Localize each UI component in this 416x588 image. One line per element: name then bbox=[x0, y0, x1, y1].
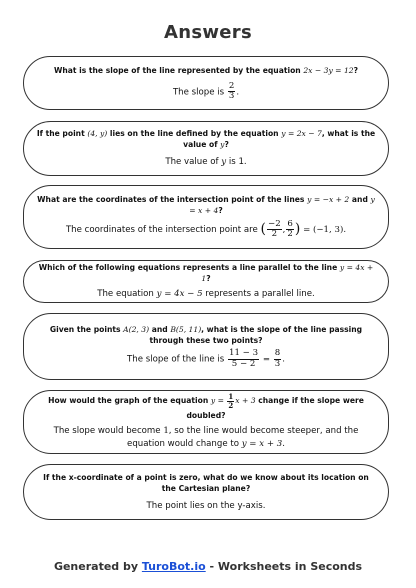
math-expression: A(2, 3) bbox=[123, 325, 150, 335]
math-expression: 1 bbox=[163, 425, 169, 436]
close-paren: ) bbox=[294, 221, 301, 237]
math-expression: (4, y) bbox=[87, 129, 108, 139]
answer-card-6 bbox=[23, 390, 389, 454]
answer-text: represents a parallel line. bbox=[202, 289, 315, 300]
answer-card-7 bbox=[23, 464, 389, 520]
fraction bbox=[274, 349, 281, 369]
question-text: and bbox=[149, 325, 171, 335]
fraction-denominator: 2 bbox=[287, 229, 293, 239]
fraction bbox=[286, 220, 293, 240]
question-text: If the x-coordinate of a point is zero, what do we know about its location on the Cartesian plane? bbox=[43, 472, 369, 493]
question-7 bbox=[36, 472, 376, 494]
question-text: change if the slope were doubled? bbox=[186, 396, 364, 420]
comma: , bbox=[282, 225, 286, 235]
answer-text: is 1. bbox=[226, 157, 247, 168]
page-title: Answers bbox=[164, 22, 252, 43]
answer-text: . bbox=[236, 87, 240, 97]
answer-card-5 bbox=[23, 313, 389, 380]
fraction-denominator: 3 bbox=[228, 91, 235, 101]
turobot-link[interactable]: TuroBot.io bbox=[141, 560, 206, 573]
footer-suffix: - Worksheets in Seconds bbox=[205, 560, 363, 573]
question-text: lies on the line defined by the equation bbox=[107, 129, 282, 139]
question-1 bbox=[54, 65, 358, 76]
answer-card-4 bbox=[23, 260, 389, 303]
answer-text: . bbox=[343, 225, 347, 235]
question-5 bbox=[36, 324, 376, 346]
question-text: and bbox=[349, 195, 371, 204]
fraction-denominator: 2 bbox=[271, 229, 278, 239]
question-text: If the point bbox=[36, 129, 88, 139]
fraction-numerator: 6 bbox=[287, 218, 293, 229]
fraction-numerator: 8 bbox=[274, 348, 281, 359]
answer-card-2 bbox=[23, 121, 389, 176]
fraction-numerator: 1 bbox=[228, 392, 234, 402]
fraction bbox=[228, 82, 235, 102]
answer-text: , so the line would become steeper, and the equation would change to bbox=[127, 425, 359, 449]
math-expression: y bbox=[221, 157, 227, 168]
math-expression: y = x + 3 bbox=[241, 438, 283, 449]
footer-prefix: Generated by bbox=[53, 560, 142, 573]
answer-text: . bbox=[282, 438, 285, 449]
equals-sign: = bbox=[260, 354, 273, 365]
question-text: What are the coordinates of the intersection point of the lines bbox=[37, 195, 308, 204]
answer-text: The slope would become bbox=[53, 425, 164, 436]
question-text: How would the graph of the equation bbox=[48, 396, 211, 406]
math-expression: y bbox=[220, 140, 225, 150]
fraction-numerator: 11 − 3 bbox=[229, 348, 259, 359]
fraction-numerator: −2 bbox=[268, 218, 281, 229]
answer-5 bbox=[127, 349, 285, 369]
fraction-denominator: 2 bbox=[228, 401, 234, 411]
question-text: ? bbox=[218, 206, 223, 215]
answer-card-3 bbox=[23, 185, 389, 249]
question-text: , what is the slope of the line passing through these two points? bbox=[149, 325, 363, 346]
answer-2 bbox=[165, 156, 246, 169]
answer-text: . bbox=[282, 354, 285, 365]
question-6 bbox=[36, 393, 376, 420]
answer-text: The value of bbox=[165, 157, 222, 168]
answer-text: The equation bbox=[97, 289, 157, 300]
answer-card-1 bbox=[23, 56, 389, 110]
fraction bbox=[267, 220, 282, 240]
fraction-numerator: 2 bbox=[228, 80, 235, 91]
fraction bbox=[227, 393, 234, 409]
question-text: , what is the value of bbox=[183, 129, 376, 150]
answer-text: The slope of the line is bbox=[127, 354, 228, 365]
math-expression: y = bbox=[210, 396, 227, 406]
answer-6 bbox=[36, 425, 376, 451]
math-expression: y = 4x + 1 bbox=[201, 263, 374, 284]
math-expression: B(5, 11) bbox=[170, 325, 202, 335]
math-expression: = (−1, 3) bbox=[300, 225, 344, 235]
question-text: ? bbox=[353, 65, 359, 75]
question-text: Which of the following equations represents a line parallel to the line bbox=[38, 263, 340, 273]
answer-text: The slope is bbox=[172, 87, 227, 97]
footer bbox=[0, 560, 416, 573]
math-expression: y = −x + 2 bbox=[307, 195, 350, 204]
question-3 bbox=[36, 194, 376, 216]
math-expression: y = x + 4 bbox=[189, 195, 375, 215]
math-expression: x + 3 bbox=[235, 396, 256, 406]
open-paren: ( bbox=[260, 221, 266, 237]
answer-7 bbox=[147, 500, 266, 513]
answer-3 bbox=[66, 219, 346, 240]
fraction-denominator: 5 − 2 bbox=[231, 358, 256, 369]
question-text: Given the points bbox=[49, 325, 124, 335]
answer-1 bbox=[173, 82, 239, 102]
question-4 bbox=[36, 262, 376, 284]
question-text: ? bbox=[206, 274, 211, 284]
answer-text: The point lies on the y-axis. bbox=[146, 500, 266, 511]
math-expression: y = 4x − 5 bbox=[156, 289, 203, 300]
math-expression: y = 2x − 7 bbox=[281, 129, 322, 139]
question-text: What is the slope of the line represented by the equation bbox=[53, 65, 304, 75]
fraction-denominator: 3 bbox=[274, 358, 281, 369]
question-text: ? bbox=[224, 140, 229, 150]
answer-4 bbox=[97, 288, 315, 301]
question-2 bbox=[36, 128, 376, 150]
math-expression: 2x − 3y = 12 bbox=[303, 65, 354, 75]
answer-text: The coordinates of the intersection point are bbox=[65, 225, 261, 235]
fraction bbox=[228, 349, 259, 369]
